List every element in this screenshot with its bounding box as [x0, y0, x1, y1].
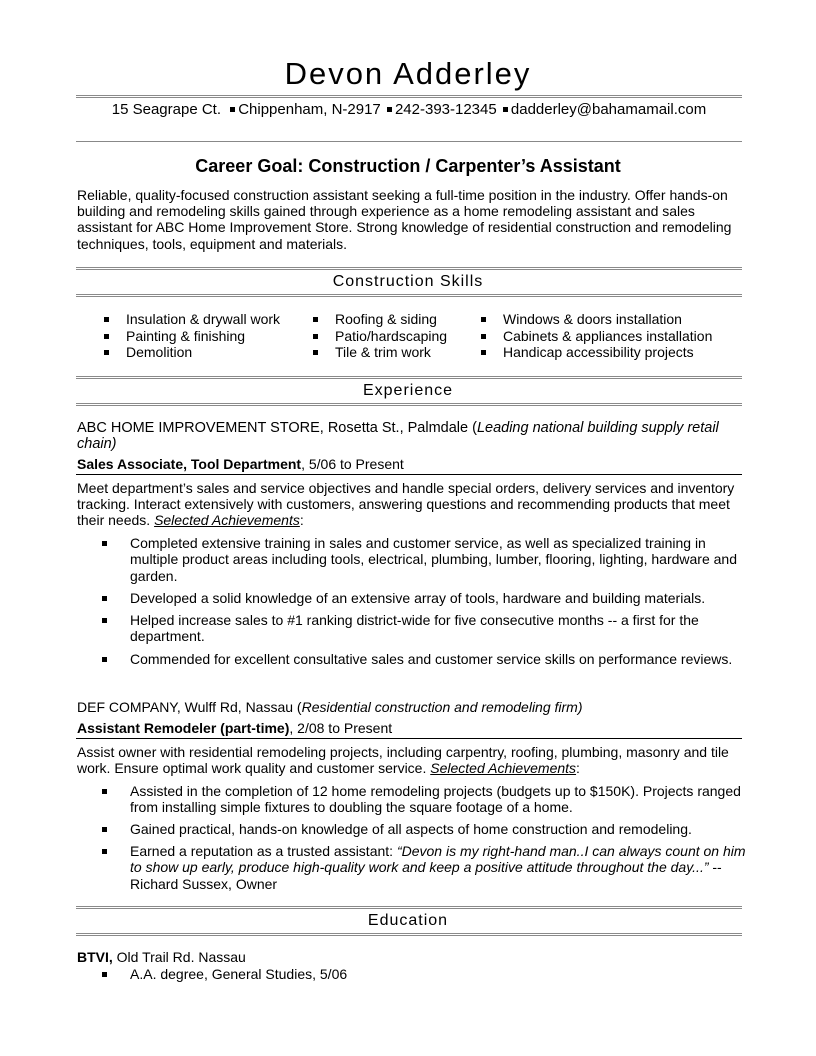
bullet-icon	[102, 827, 107, 832]
bullet-icon	[313, 334, 318, 339]
list-item: Assisted in the completion of 12 home remodeling projects (budgets up to $150K). Projects ranged from installing simple fixtures to doubling the square footage of a home.	[102, 783, 747, 816]
job2-summary: Assist owner with residential remodeling projects, including carpentry, roofing, plumbing, masonry and tile work. Ensure optimal work quality and customer service. Selected Achievements:	[77, 744, 729, 777]
bullet-icon	[102, 596, 107, 601]
bullet-icon	[102, 789, 107, 794]
school-name: BTVI,	[77, 949, 113, 965]
skills-heading: Construction Skills	[332, 273, 484, 290]
skills-rule-bottom	[76, 294, 742, 297]
phone: 242-393-12345	[394, 101, 497, 118]
job2-location: , Wulff Rd, Nassau (	[176, 699, 302, 715]
bullet-icon	[102, 618, 107, 623]
bullet-icon	[481, 350, 486, 355]
school-location: Old Trail Rd. Nassau	[112, 949, 246, 965]
experience-heading: Experience	[362, 382, 454, 399]
bullet-icon	[230, 107, 235, 112]
job2-achievements-label: Selected Achievements	[430, 760, 577, 777]
bullet-icon	[481, 317, 486, 322]
job2-dates: , 2/08 to Present	[289, 720, 393, 736]
list-item: Helped increase sales to #1 ranking district-wide for five consecutive months -- a first for the department.	[102, 612, 747, 645]
bullet-icon	[102, 849, 107, 854]
contact-line	[76, 101, 742, 118]
candidate-name: Devon Adderley	[284, 56, 532, 91]
job1-company: ABC HOME IMPROVEMENT STORE	[77, 420, 320, 436]
skills-rule-top	[76, 267, 742, 270]
contact-rule	[76, 141, 742, 142]
list-item: Commended for excellent consultative sales and customer service skills on performance reviews.	[102, 651, 747, 667]
experience-rule-top	[76, 376, 742, 379]
job1-achievements-label: Selected Achievements	[154, 512, 300, 529]
bullet-icon	[313, 350, 318, 355]
address: 15 Seagrape Ct.	[111, 101, 222, 118]
education-heading: Education	[367, 912, 449, 929]
job2-rule	[76, 738, 742, 739]
email: dadderley@bahamamail.com	[510, 101, 707, 118]
list-item: Developed a solid knowledge of an extensive array of tools, hardware and building materials.	[102, 590, 747, 606]
bullet-icon	[104, 350, 109, 355]
education-rule-top	[76, 906, 742, 909]
job1-dates: , 5/06 to Present	[301, 456, 404, 472]
bullet-icon	[102, 972, 107, 977]
list-item	[102, 966, 747, 982]
job1-employer	[77, 420, 747, 452]
resume-page: Devon Adderley 15 Seagrape Ct. Chippenham, N-2917 242-393-12345 dadderley@bahamamail.com Career Goal: Construction / Carpenter’s Assistant Reliable, quality-focused construction assistant seeking a full-time position in the industry. Offer hands-on building and remodeling skills gained through experience as a home remodeling assistant and sales assistant for ABC Home Improvement Store. Strong knowledge of residential construction and remodeling techniques, tools, equipment and materials. Construction Skills Insulation & drywall work Painting & finishing Demolition Roofing & siding Patio/hardscaping Tile & trim work Windows & doors installation Cabinets & appliances installation Handicap accessibility projects Experience ABC HOME IMPROVEMENT STORE, Rosetta St., Palmdale (Leading national building supply retail chain) Sales Associate, Tool Department, 5/06 to Present Meet department’s sales and service objectives and handle special orders, delivery services and inventory tracking. Interact extensively with customers, answering questions and recommending products that meet their needs. Selected Achievements: Completed extensive training in sales and customer service, as well as specialized training in multiple product areas including tools, electrical, plumbing, lumber, flooring, lighting, hardware and garden. Developed a solid knowledge of an extensive array of tools, hardware and building materials. Helped increase sales to #1 ranking district-wide for five consecutive months -- a first for the department. Commended for excellent consultative sales and customer service skills on performance reviews. DEF COMPANY, Wulff Rd, Nassau (Residential construction and remodeling firm) Assistant Remodeler (part-time), 2/08 to Present Assist owner with residential remodeling projects, including carpentry, roofing, plumbing, masonry and tile work. Ensure optimal work quality and customer service. Selected Achievements: Assisted in the completion of 12 home remodeling projects (budgets up to $150K). Projects ranged from installing simple fixtures to doubling the square footage of a home. Gained practical, hands-on knowledge of all aspects of home construction and remodeling. Earned a reputation as a trusted assistant: “Devon is my right-hand man..I can always count on him to show up early, produce high-quality work and keep a positive attitude throughout the day...” -- Richard Sussex, Owner Education BTVI, Old Trail Rd. Nassau A.A. degree, General Studies, 5/06	[0, 0, 816, 1056]
job2-employer	[77, 699, 583, 715]
career-goal-text: Reliable, quality-focused construction assistant seeking a full-time position in the industry. Offer hands-on building and remodeling skills gained through experience as a home remodeling assistant and sales assistant for ABC Home Improvement Store. Strong knowledge of residential construction and remodeling techniques, tools, equipment and materials.	[77, 187, 732, 252]
testimonial-author: -- Richard Sussex, Owner	[130, 859, 722, 892]
job2-position	[77, 720, 392, 736]
header-rule	[76, 95, 742, 98]
job1-title: Sales Associate, Tool Department	[77, 456, 302, 472]
bullet-icon	[102, 541, 107, 546]
bullet-icon	[104, 334, 109, 339]
experience-rule-bottom	[76, 403, 742, 406]
job2-description: Residential construction and remodeling firm)	[301, 699, 583, 715]
education-rule-bottom	[76, 933, 742, 936]
job1-position	[77, 456, 404, 472]
job1-description: Leading national building supply retail chain)	[77, 420, 719, 453]
bullet-icon	[104, 317, 109, 322]
city: Chippenham, N-2917	[238, 101, 381, 118]
job2-title: Assistant Remodeler (part-time)	[77, 720, 290, 736]
list-item: Earned a reputation as a trusted assistant: “Devon is my right-hand man..I can always count on him to show up early, produce high-quality work and keep a positive attitude throughout the day...” -- Richard Sussex, Owner	[102, 843, 747, 892]
job1-summary: Meet department’s sales and service objectives and handle special orders, delivery services and inventory tracking. Interact extensively with customers, answering questions and recommending products that meet their needs. Selected Achievements:	[77, 480, 735, 529]
job2-company: DEF COMPANY	[77, 699, 177, 715]
career-goal-title: Career Goal: Construction / Carpenter’s Assistant	[195, 156, 621, 176]
bullet-icon	[102, 657, 107, 662]
bullet-icon	[387, 107, 392, 112]
list-item: Completed extensive training in sales and customer service, as well as specialized training in multiple product areas including tools, electrical, plumbing, lumber, flooring, lighting, hardware and garden.	[102, 535, 747, 584]
list-item: Gained practical, hands-on knowledge of all aspects of home construction and remodeling.	[102, 821, 747, 837]
job1-location: , Rosetta St., Palmdale (	[319, 420, 477, 436]
bullet-icon	[481, 334, 486, 339]
bullet-icon	[503, 107, 508, 112]
bullet-icon	[313, 317, 318, 322]
job1-rule	[76, 474, 742, 475]
testimonial-quote: “Devon is my right-hand man..I can always count on him to show up early, produce high-quality work and keep a positive attitude throughout the day...”	[130, 843, 746, 876]
degree: A.A. degree, General Studies, 5/06	[130, 966, 348, 982]
education-school	[77, 949, 246, 965]
